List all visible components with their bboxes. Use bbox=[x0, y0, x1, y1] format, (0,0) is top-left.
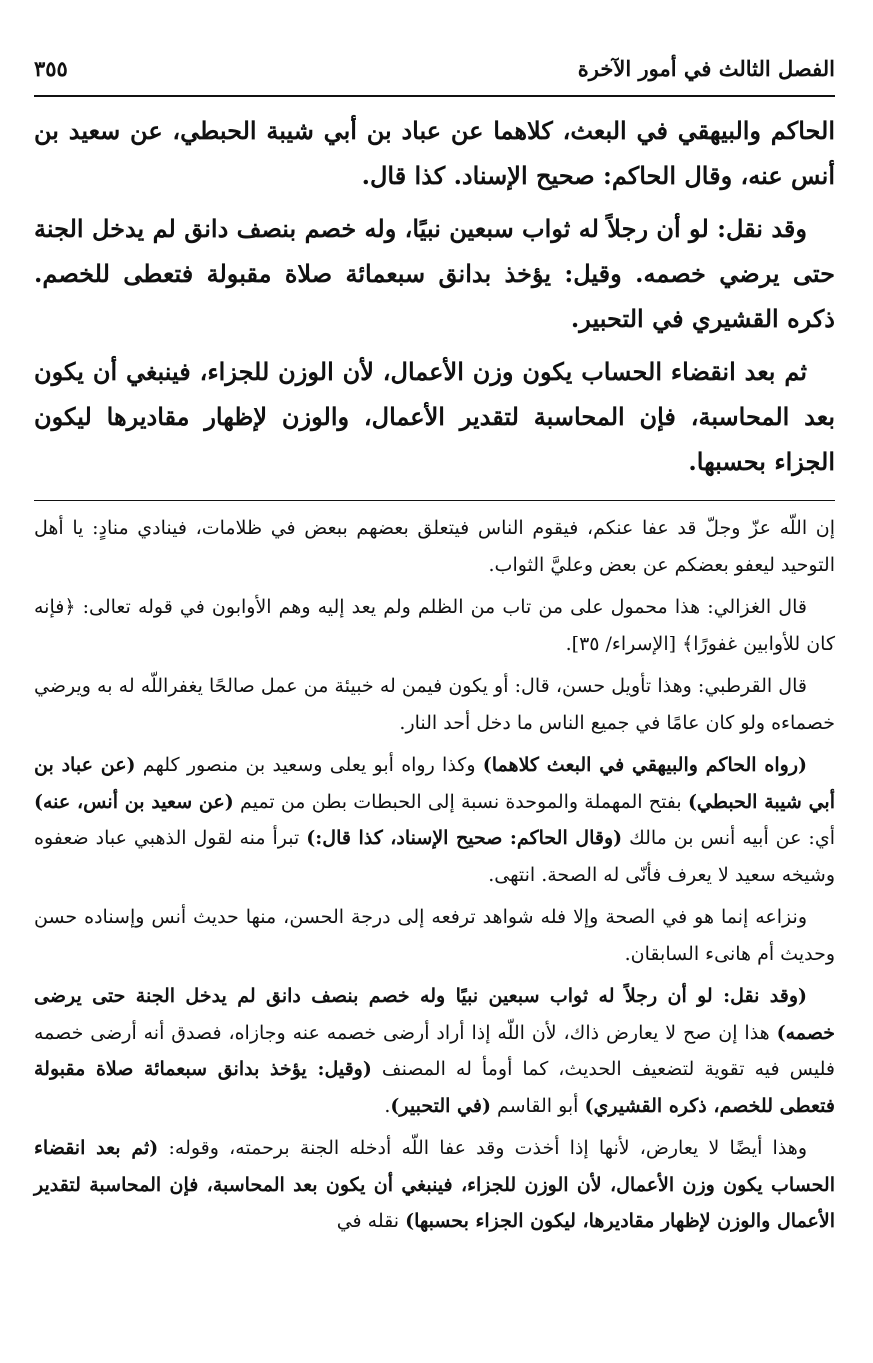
commentary-paragraph-5: ونزاعه إنما هو في الصحة وإلا فله شواهد ترفعه إلى درجة الحسن، منها حديث أنس وإسناده حسن وحديث أم هانىء السابقان. bbox=[34, 906, 835, 965]
commentary-text: أي: عن أبيه أنس بن مالك bbox=[622, 827, 835, 849]
header-rule bbox=[34, 95, 835, 97]
commentary-text: تبرأ منه لقول الذهبي عباد ضعفوه وشيخه سعيد لا يعرف فأنّى له الصحة. انتهى. bbox=[34, 827, 835, 886]
chapter-title: الفصل الثالث في أمور الآخرة bbox=[577, 55, 835, 81]
commentary-paragraph-2: قال الغزالي: هذا محمول على من تاب من الظلم ولم يعد إليه وهم الأوابون في قوله تعالى: ﴿فإنه كان للأوابين غفورًا﴾ [الإسراء/ ٣٥]. bbox=[34, 596, 835, 655]
main-paragraph-2: وقد نقل: لو أن رجلاً له ثواب سبعين نبيًا، وله خصم بنصف دانق لم يدخل الجنة حتى يرضي خصمه. وقيل: يؤخذ بدانق سبعمائة صلاة مقبولة فتعطى للخصم. ذكره القشيري في التحبير. bbox=[34, 214, 835, 333]
quoted-main-text: (وقال الحاكم: صحيح الإسناد، كذا قال:) bbox=[306, 827, 623, 849]
commentary-text: . bbox=[384, 1094, 391, 1117]
commentary-text: وكذا رواه أبو يعلى وسعيد بن منصور كلهم bbox=[135, 754, 483, 776]
quoted-main-text: (وقيل: يؤخذ بدانق سبعمائة صلاة مقبولة فتعطى للخصم، ذكره القشيري) bbox=[34, 1058, 835, 1117]
commentary bbox=[34, 510, 835, 1246]
quoted-main-text: (ثم بعد انقضاء الحساب يكون وزن الأعمال، لأن الوزن للجزاء، فينبغي أن يكون بعد المحاسبة، فإن المحاسبة لتقدير الأعمال والوزن لإظهار مقاديرها، ليكون الجزاء بحسبها) bbox=[34, 1137, 835, 1232]
commentary-text: هذا إن صح لا يعارض ذاك، لأن اللّه إذا أراد أرضى خصمه عنه وجازاه، فصدق أنه أرضى خصمه فليس فيه تقوية لتضعيف الحديث، كما أومأ له المصنف bbox=[34, 1021, 835, 1080]
commentary-paragraph-6 bbox=[34, 978, 835, 1124]
main-paragraph-3: ثم بعد انقضاء الحساب يكون وزن الأعمال، لأن الوزن للجزاء، فينبغي أن يكون بعد المحاسبة، فإن المحاسبة لتقدير الأعمال، والوزن لإظهار مقاديرها ليكون الجزاء بحسبها. bbox=[34, 357, 835, 476]
quoted-main-text: (عن سعيد بن أنس، عنه) bbox=[34, 790, 234, 813]
commentary-paragraph-1: إن اللّه عزّ وجلّ قد عفا عنكم، فيقوم الناس فيتعلق بعضهم ببعض في ظلامات، فينادي منادٍ: يا أهل التوحيد ليعفو بعضكم عن بعض وعليَّ الثواب. bbox=[34, 517, 835, 576]
commentary-paragraph-3: قال القرطبي: وهذا تأويل حسن، قال: أو يكون فيمن له خبيئة من عمل صالحًا يغفراللّه له به ويرضي خصماءه ولو كان عامًا في جميع الناس ما دخل أحد النار. bbox=[34, 675, 835, 734]
main-paragraph-1: الحاكم والبيهقي في البعث، كلاهما عن عباد بن أبي شيبة الحبطي، عن سعيد بن أنس عنه، وقال الحاكم: صحيح الإسناد. كذا قال. bbox=[34, 116, 835, 190]
commentary-text: وهذا أيضًا لا يعارض، لأنها إذا أخذت وقد عفا اللّه أدخله الجنة برحمته، وقوله: bbox=[158, 1137, 807, 1159]
main-text bbox=[34, 108, 835, 492]
quoted-main-text: (رواه الحاكم والبيهقي في البعث كلاهما) bbox=[482, 754, 807, 776]
commentary-text: أبو القاسم bbox=[490, 1094, 585, 1117]
page-header bbox=[34, 48, 835, 88]
quoted-main-text: (في التحبير) bbox=[390, 1094, 491, 1117]
commentary-paragraph-4 bbox=[34, 747, 835, 893]
page-number: ٣٥٥ bbox=[34, 55, 68, 81]
commentary-paragraph-7 bbox=[34, 1130, 835, 1240]
commentary-text: بفتح المهملة والموحدة نسبة إلى الحبطات بطن من تميم bbox=[233, 790, 688, 813]
commentary-text: نقله في bbox=[336, 1210, 406, 1232]
footnote-separator bbox=[34, 500, 835, 501]
quoted-main-text: (عن عباد بن أبي شيبة الحبطي) bbox=[34, 754, 836, 813]
quoted-main-text: (وقد نقل: لو أن رجلاً له ثواب سبعين نبيًا وله خصم بنصف دانق لم يدخل الجنة حتى يرضى خصمه) bbox=[34, 985, 835, 1044]
